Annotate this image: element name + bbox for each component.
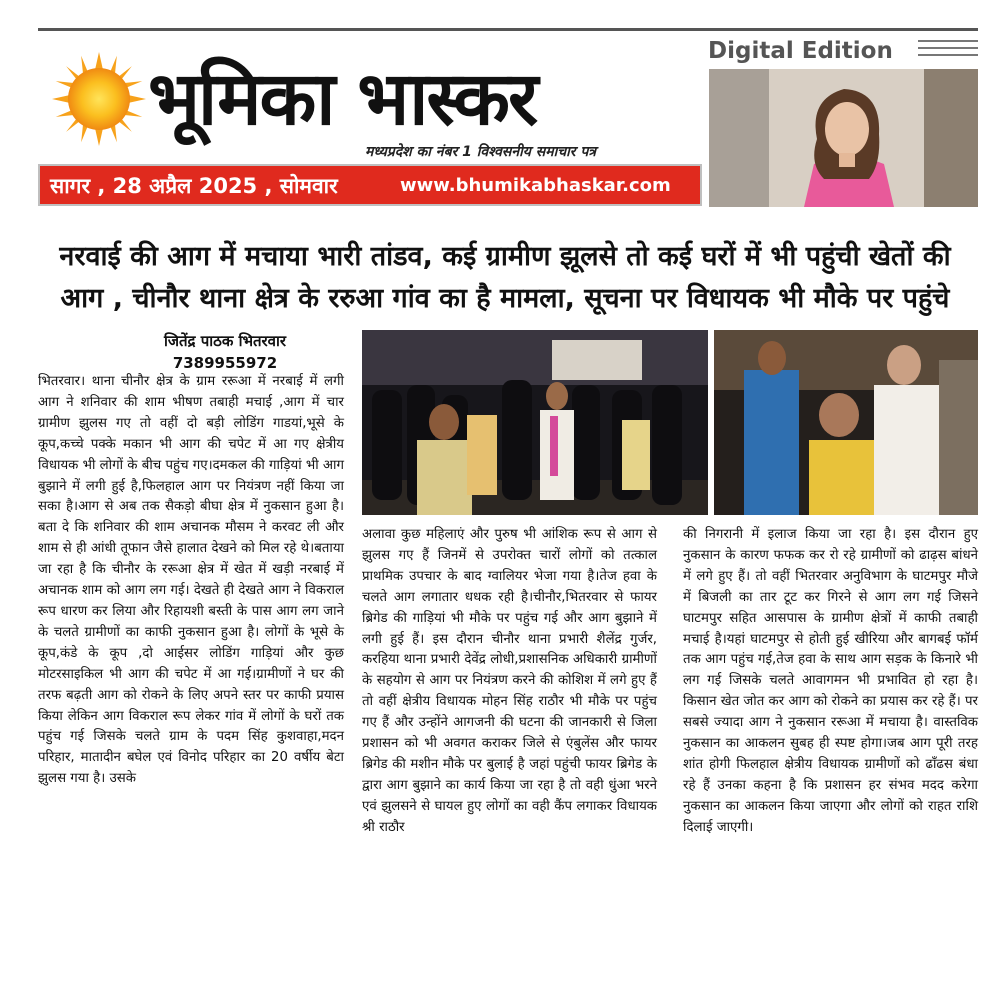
top-rule xyxy=(38,28,978,31)
photo-mla-illustration xyxy=(714,330,978,515)
byline xyxy=(100,330,350,374)
article-column-3: की निगरानी में इलाज किया जा रहा है। इस दौरान हुए नुकसान के कारण फफक कर रो रहे ग्रामीणों को ढाढ़स बांधने में लगे हुए हैं। तो वहीं भितरवार अनुविभाग के घाटमपुर मौजे में बिजली का तार टूट कर गिरने से आग लग गई जिसने घाटमपुर सहित आसपास के ग्रामीण क्षेत्रों में काफी तबाही मचाई है।यहां घाटमपुर से होती हुई खीरिया और बागबई फॉर्म तक आग पहुंच गई,तेज हवा के साथ आग सड़क के किनारे भी लग गई जिसके चलते आवागमन भी प्रभावित हो रहा है।किसान खेत जोत कर आग को रोकने का प्रयास कर रहे हैं। पर सबसे ज्यादा आग ने नुकसान ररूआ में मचाया है। वास्तविक नुकसान का आकलन सुबह ही स्पष्ट होगा।जब आग पूरी तरह शांत होगी फिलहाल क्षेत्रीय विधायक ग्रामीणों को ढाँढस बंधा रहे हैं उनका कहना है कि प्रशासन हर संभव मदद करेगा नुकसान का आकलन किया जाएगा और लोगों को राहत राशि दिलाई जाएगी। xyxy=(683,527,978,835)
newspaper-tagline: मध्यप्रदेश का नंबर 1 विश्वसनीय समाचार पत्र xyxy=(365,144,597,160)
news-photo-crowd-night xyxy=(362,330,708,515)
ad-portrait-illustration xyxy=(709,69,978,207)
article-headline: नरवाई की आग में मचाया भारी तांडव, कई ग्रामीण झूलसे तो कई घरों में भी पहुंची खेतों की आग , चीनौर थाना क्षेत्र के ररुआ गांव का है मामला, सूचना पर विधायक भी मौके पर पहुंचे xyxy=(59,241,951,314)
edition-rule-lines xyxy=(918,40,978,61)
edition-label: Digital Edition xyxy=(708,38,893,64)
advertisement-image xyxy=(709,69,978,207)
article-column-2: अलावा कुछ महिलाएं और पुरुष भी आंशिक रूप से आग से झुलस गए हैं जिनमें से उपरोक्त चारों लोगों को तत्काल प्राथमिक उपचार के बाद ग्वालियर भेजा गया है।तेज हवा के चलते आग लगातार धधक रही है।चीनौर,भितरवार से फायर ब्रिगेड की गाड़ियां भी मौके पर पहुंच गई और आग बुझाने में लगी हुई हैं। इस दौरान चीनौर थाना प्रभारी शैलेंद्र गुर्जर, करहिया थाना प्रभारी देवेंद्र लोधी,प्रशासनिक अधिकारी ग्रामीणों के सहयोग से आग पर नियंत्रण करने की कोशिश में लगे हुए हैं तो वहीं क्षेत्रीय विधायक मोहन सिंह राठौर भी मौके पर पहुंच गए हैं और उन्होंने आगजनी की घटना की जानकारी से जिला प्रशासन को भी अवगत कराकर जिले से एंबुलेंस और फायर ब्रिगेड की मशीन मौके पर बुलाई है जहां पहुंची फायर ब्रिगेड के द्वारा आग बुझाने का कार्य किया जा रहा है तो वही धुंआ भरने एवं झुलसने से घायल हुए लोगों का वही कैंप लगाकर विधायक श्री राठौर xyxy=(362,527,657,835)
city-date: सागर , 28 अप्रैल 2025 , सोमवार xyxy=(50,174,338,198)
newspaper-title: भूमिका भास्कर xyxy=(148,56,537,142)
news-photo-mla-with-woman xyxy=(714,330,978,515)
byline-phone: 7389955972 xyxy=(172,354,278,372)
article-column-1: भितरवार। थाना चीनौर क्षेत्र के ग्राम ररूआ में नरबाई में लगी आग ने शनिवार की शाम भीषण तबाही मचाई ,आग में चार ग्रामीण झुलस गए तो वहीं दो बड़ी लोडिंग गाडयां,भूसे के कूप,कच्चे पक्के मकान भी आग की चपेट में आ गए क्षेत्रीय विधायक भी लोगों के बीच पहुंच गए।दमकल की गाड़ियां भी आग बुझाने में लगी हुई है,फिलहाल आग पर नियंत्रण नहीं किया जा सका है।आग से अब तक सैकड़ो बीघा क्षेत्र में नुकसान हुआ है। बता दे कि शनिवार की शाम अचानक मौसम ने करवट ली और शाम से ही आंधी तूफान जैसे हालात देखने को मिल रहे थे।बताया जा रहा है कि चीनौर के ररूआ क्षेत्र में खेत में खड़ी नरबाई में अचानक शाम को आग लग गई। देखते ही देखते आग ने विकराल रूप धारण कर लिया और रिहायशी बस्ती के पास आग लग जाने के चलते ग्रामीणों का काफी नुकसान हुआ है। लोगों के भूसे के कूप,कंडे के कूप ,दो आईसर लोडिंग गाड़ियां और कुछ मोटरसाइकिल भी आग की चपेट में आ गई।ग्रामीणों ने घर की तरफ बढ़ती आग को रोकने के लिए अपने स्तर पर काफी प्रयास किया लेकिन आग विकराल रूप लेकर गांव में लोगों के घरों तक पहुंच गई जिसके चलते ग्राम के पदम सिंह कुशवाहा,मदन परिहार, मातादीन बघेल एवं विनोद परिहार का 20 वर्षीय बेटा झुलस गया है। उसके xyxy=(38,374,344,787)
sun-logo-icon xyxy=(52,52,146,146)
byline-name: जितेंद्र पाठक भितरवार xyxy=(163,332,287,350)
website-link[interactable]: www.bhumikabhaskar.com xyxy=(400,175,671,196)
photo-crowd-illustration xyxy=(362,330,708,515)
